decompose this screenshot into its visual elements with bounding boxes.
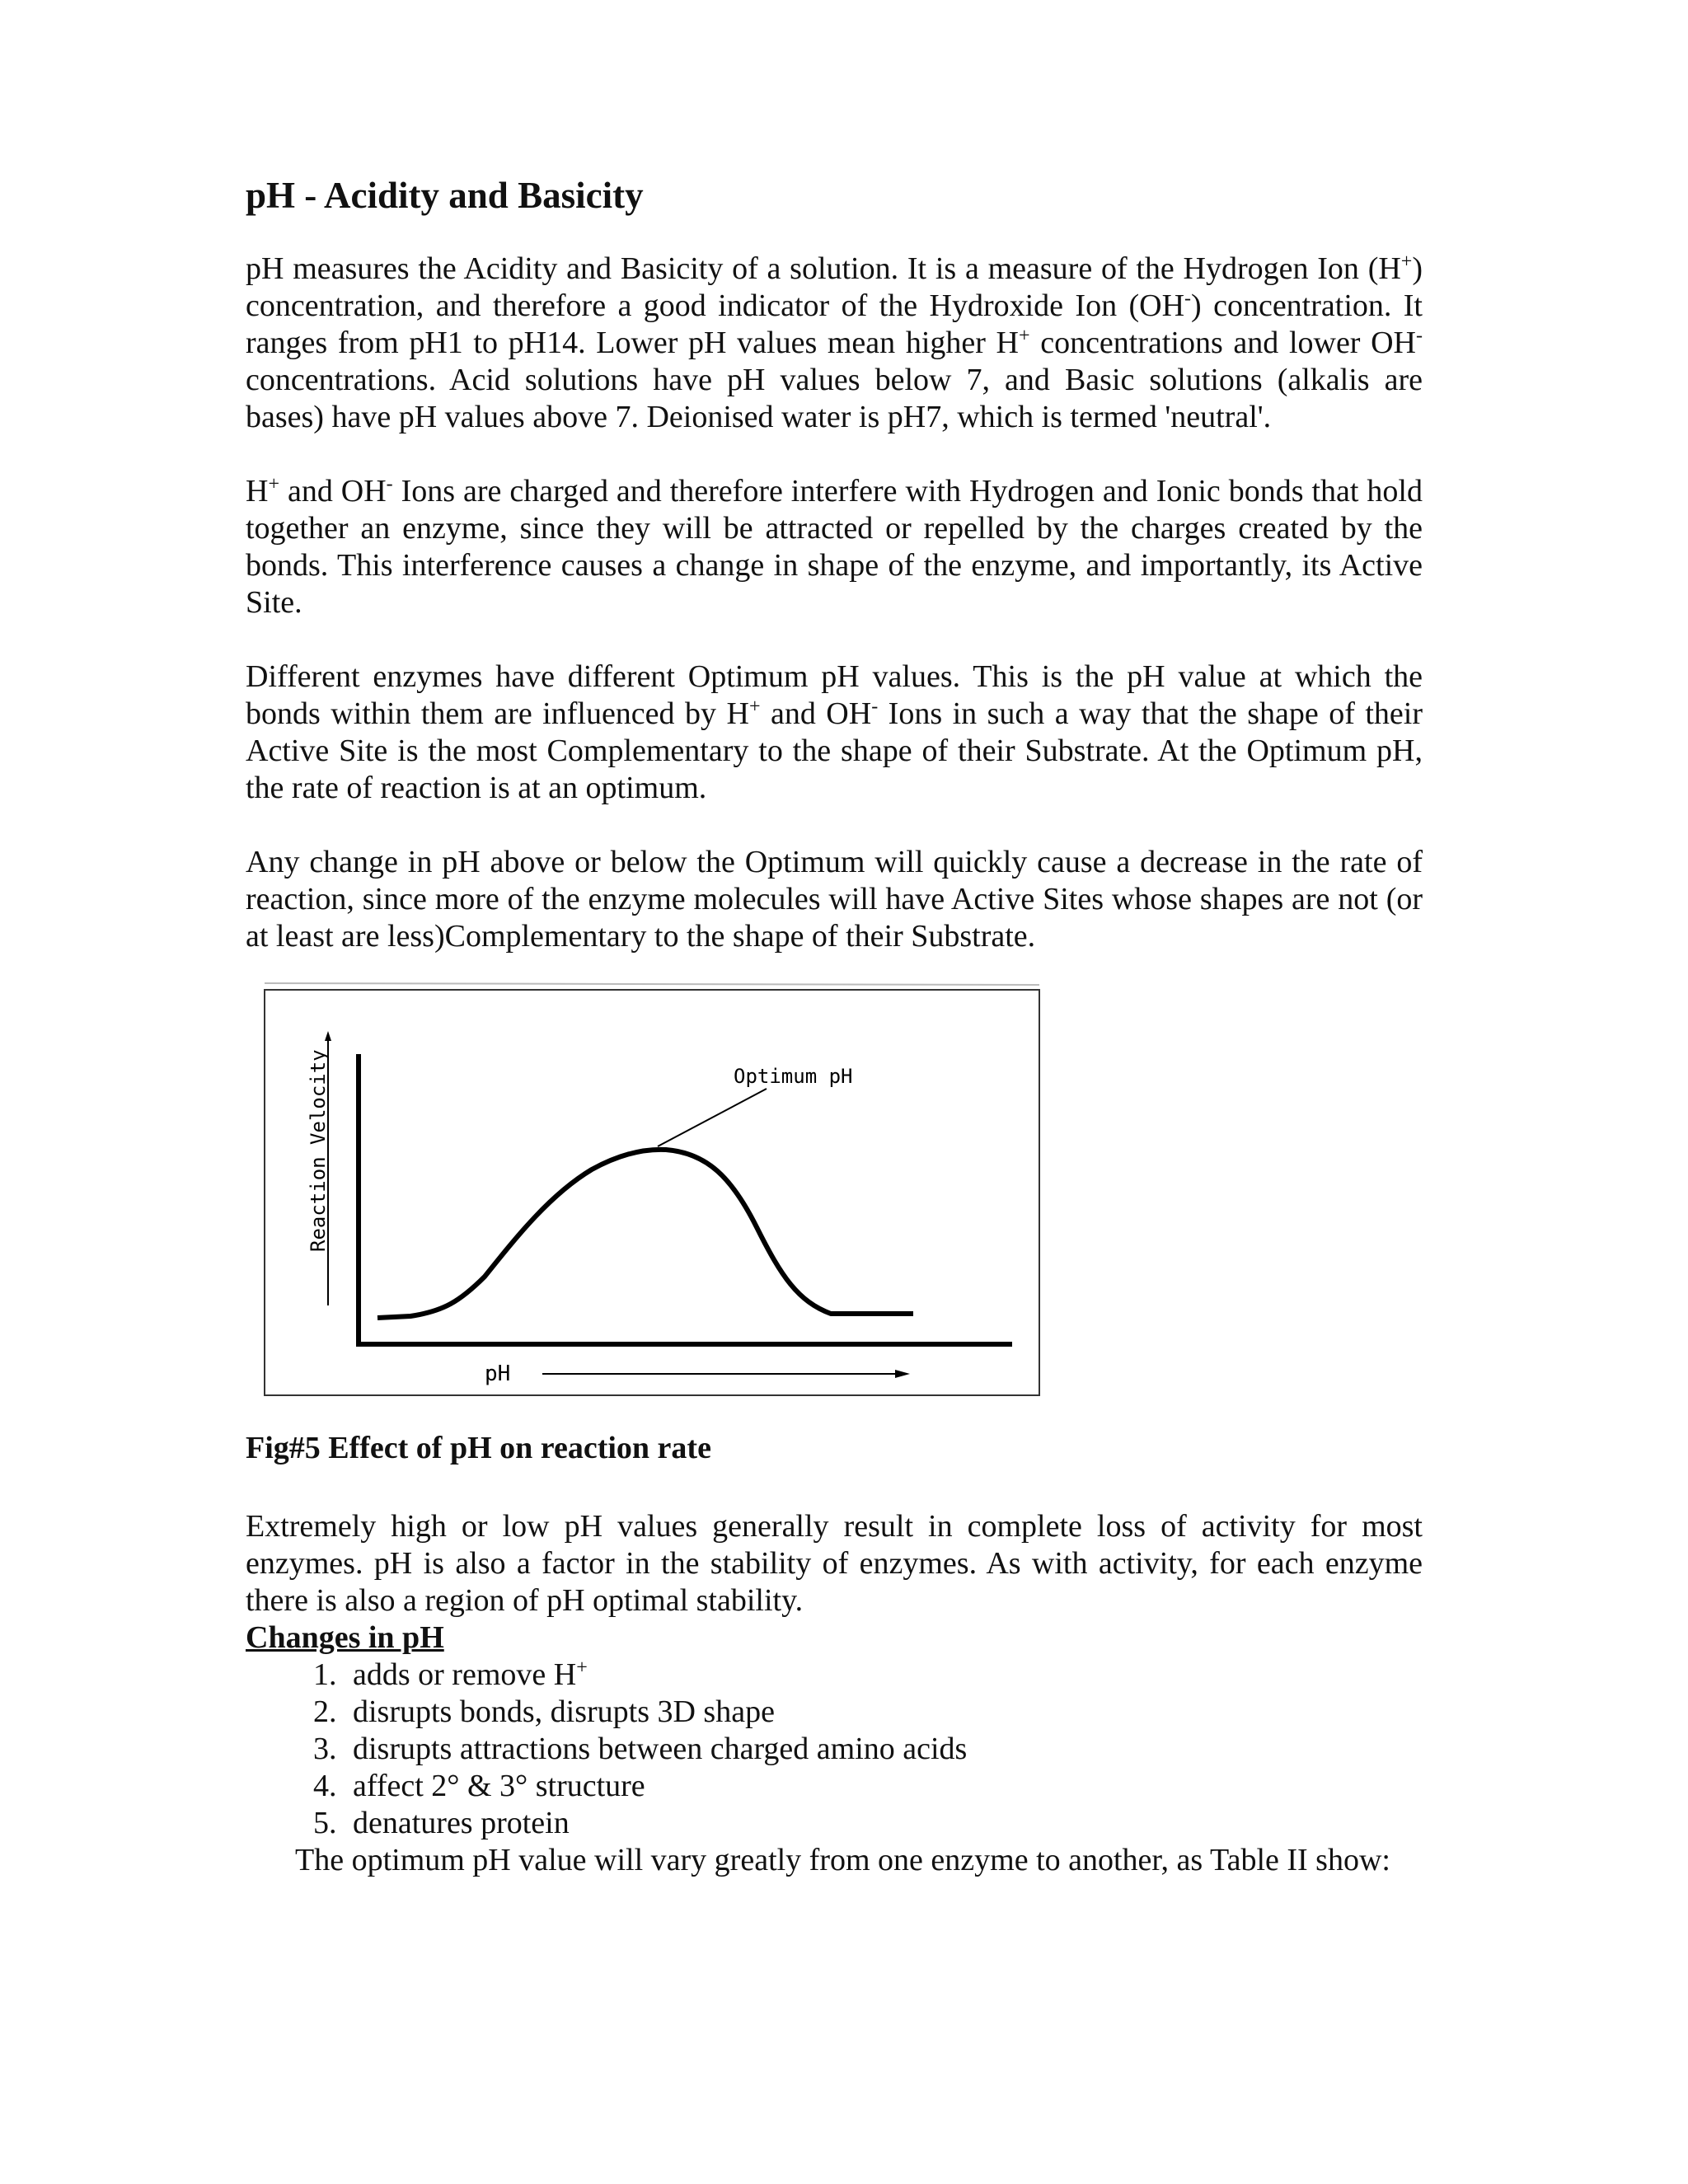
text-run: and OH xyxy=(760,696,872,731)
paragraph-ph-change: Any change in pH above or below the Optimum will quickly cause a decrease in the rate of reaction, since more of the enzyme molecules will have Active Sites whose shapes are not (or at least are less)Complementary to the shape of their Substrate. xyxy=(246,845,1423,954)
paragraph-ph-definition xyxy=(246,251,1423,436)
list-item xyxy=(345,1694,1423,1731)
closing-sentence: The optimum pH value will vary greatly from one enzyme to another, as Table II show: xyxy=(295,1843,1390,1877)
list-item-text: disrupts attractions between charged amino acids xyxy=(353,1732,968,1766)
section-title-changes: Changes in pH xyxy=(246,1620,444,1655)
chart-svg xyxy=(262,980,1049,1400)
ph-reaction-chart xyxy=(262,980,1049,1400)
list-item xyxy=(345,1731,1423,1768)
superscript: + xyxy=(576,1657,588,1679)
frame-shadow xyxy=(265,983,1039,985)
changes-list xyxy=(246,1657,1423,1842)
list-item-text: denatures protein xyxy=(353,1806,570,1840)
superscript: - xyxy=(871,696,879,718)
text-run: concentrations and lower OH xyxy=(1029,326,1416,360)
chart-frame xyxy=(265,990,1039,1395)
superscript: + xyxy=(748,696,761,718)
x-axis-label: pH xyxy=(485,1361,511,1386)
paragraph-optimum-ph xyxy=(246,658,1423,807)
text-run: concentrations. Acid solutions have pH values below 7, and Basic solutions (alkalis are bases) have pH values above 7. Deionised water is pH7, which is termed 'neutral'. xyxy=(246,363,1423,434)
figure-caption: Fig#5 Effect of pH on reaction rate xyxy=(246,1431,711,1465)
text-run: ) concentration. It ranges from pH1 to pH14. Lower pH values mean higher H xyxy=(246,288,1423,360)
list-item xyxy=(345,1768,1423,1805)
paragraph-extreme-ph: Extremely high or low pH values generally result in complete loss of activity for most enzymes. pH is also a factor in the stability of enzymes. As with activity, for each enzyme there is also a region of pH optimal stability. xyxy=(246,1509,1423,1618)
text-run: Different enzymes have different Optimum pH values. This is the pH value at which the bonds within them are influenced by H xyxy=(246,659,1423,731)
text-run: H xyxy=(246,474,269,509)
text-run: Ions are charged and therefore interfere with Hydrogen and Ionic bonds that hold together an enzyme, since they will be attracted or repelled by the charges created by the bonds. This interference causes a change in shape of the enzyme, and importantly, its Active Site. xyxy=(246,474,1423,620)
superscript: - xyxy=(386,473,393,495)
optimum-ph-annotation: Optimum pH xyxy=(734,1065,853,1088)
superscript: - xyxy=(1184,288,1192,310)
list-item xyxy=(345,1805,1423,1842)
superscript: + xyxy=(1019,325,1030,347)
list-item-text: adds or remove H xyxy=(353,1657,577,1692)
document-page xyxy=(246,173,1423,1879)
list-item xyxy=(345,1657,1423,1694)
text-run: ) concentration, and therefore a good indicator of the Hydroxide Ion (OH xyxy=(246,251,1423,323)
superscript: + xyxy=(268,473,279,495)
list-item-text: affect 2° & 3° structure xyxy=(353,1769,645,1803)
list-item-text: disrupts bonds, disrupts 3D shape xyxy=(353,1694,775,1729)
text-run: and OH xyxy=(279,474,387,509)
superscript: + xyxy=(1400,251,1413,273)
y-axis-label: Reaction Velocity xyxy=(307,1049,330,1252)
text-run: Ions in such a way that the shape of their Active Site is the most Complementary to the shape of their Substrate. At the Optimum pH, the rate of reaction is at an optimum. xyxy=(246,696,1423,805)
paragraph-ion-interference xyxy=(246,473,1423,621)
text-run: pH measures the Acidity and Basicity of a solution. It is a measure of the Hydrogen Ion (H xyxy=(246,251,1401,286)
superscript: - xyxy=(1416,325,1423,347)
page-title: pH - Acidity and Basicity xyxy=(246,175,644,216)
